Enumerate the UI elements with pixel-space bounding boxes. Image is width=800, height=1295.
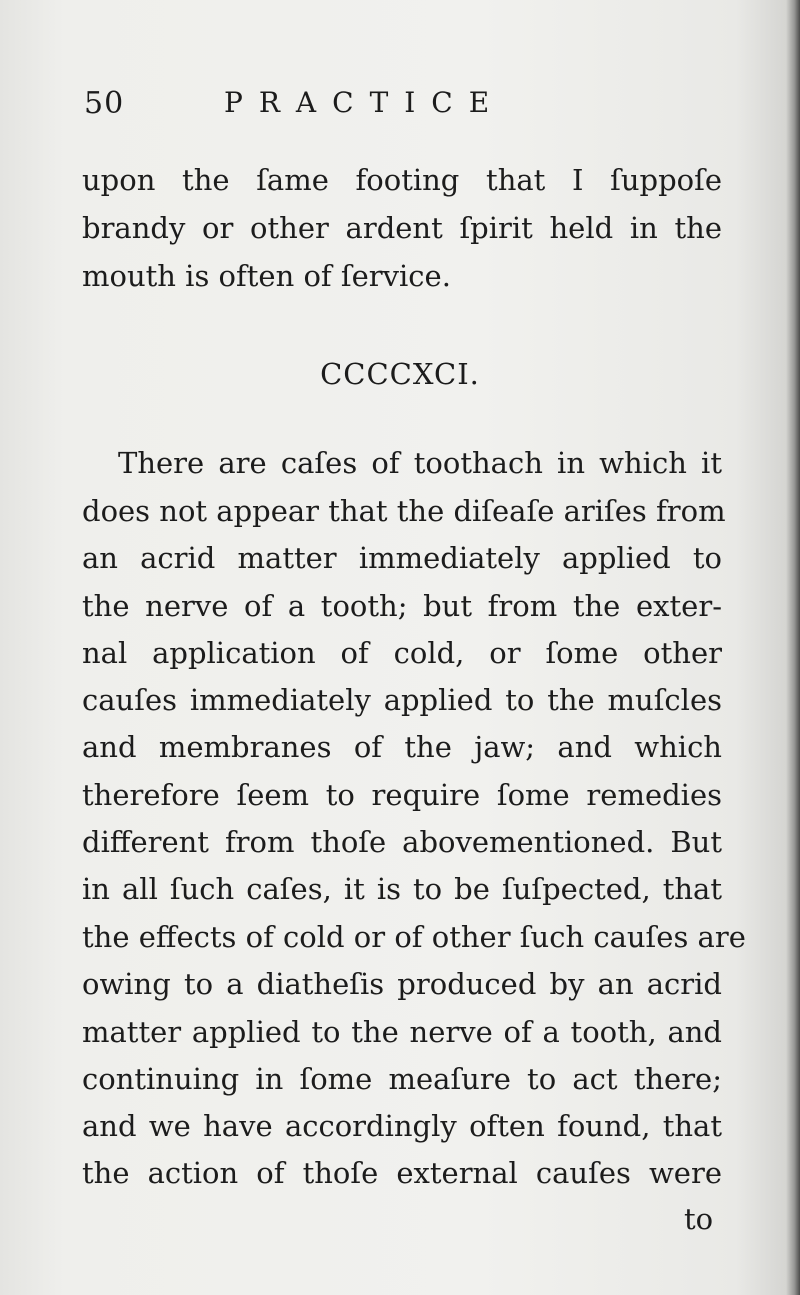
text-line: mouth is often of ſervice.: [82, 259, 451, 293]
catchword: to: [684, 1202, 714, 1236]
text-line: an acrid matter immediately applied to: [82, 541, 722, 575]
text-line: therefore ſeem to require ſome remedies: [82, 778, 722, 812]
text-line: brandy or other ardent ſpirit held in the: [82, 211, 722, 245]
text-line: different from thoſe abovementioned. But: [82, 825, 722, 859]
text-line: in all ſuch caſes, it is to be ſuſpected, that: [82, 872, 722, 906]
text-line: the effects of cold or of other ſuch cauſes are: [82, 920, 746, 954]
text-line: nal application of cold, or ſome other: [82, 636, 722, 670]
page-number: 50: [84, 86, 125, 121]
running-head: PRACTICE: [224, 86, 506, 119]
text-line: the action of thoſe external cauſes were: [82, 1156, 722, 1190]
text-line: the nerve of a tooth; but from the exter-: [82, 589, 722, 623]
text-line: and we have accordingly often found, that: [82, 1109, 722, 1143]
text-line: continuing in ſome meaſure to act there;: [82, 1062, 722, 1096]
text-line: matter applied to the nerve of a tooth, and: [82, 1015, 722, 1049]
page-edge-shadow: [786, 0, 800, 1295]
section-heading: CCCCXCI.: [320, 357, 480, 391]
text-line: does not appear that the diſeaſe ariſes from: [82, 494, 726, 528]
text-line: upon the ſame footing that I ſuppoſe: [82, 163, 722, 197]
text-line: and membranes of the jaw; and which: [82, 730, 722, 764]
text-line: cauſes immediately applied to the muſcles: [82, 683, 722, 717]
page-header: [84, 86, 724, 126]
text-line: There are caſes of toothach in which it: [118, 446, 722, 480]
text-line: owing to a diatheſis produced by an acrid: [82, 967, 722, 1001]
